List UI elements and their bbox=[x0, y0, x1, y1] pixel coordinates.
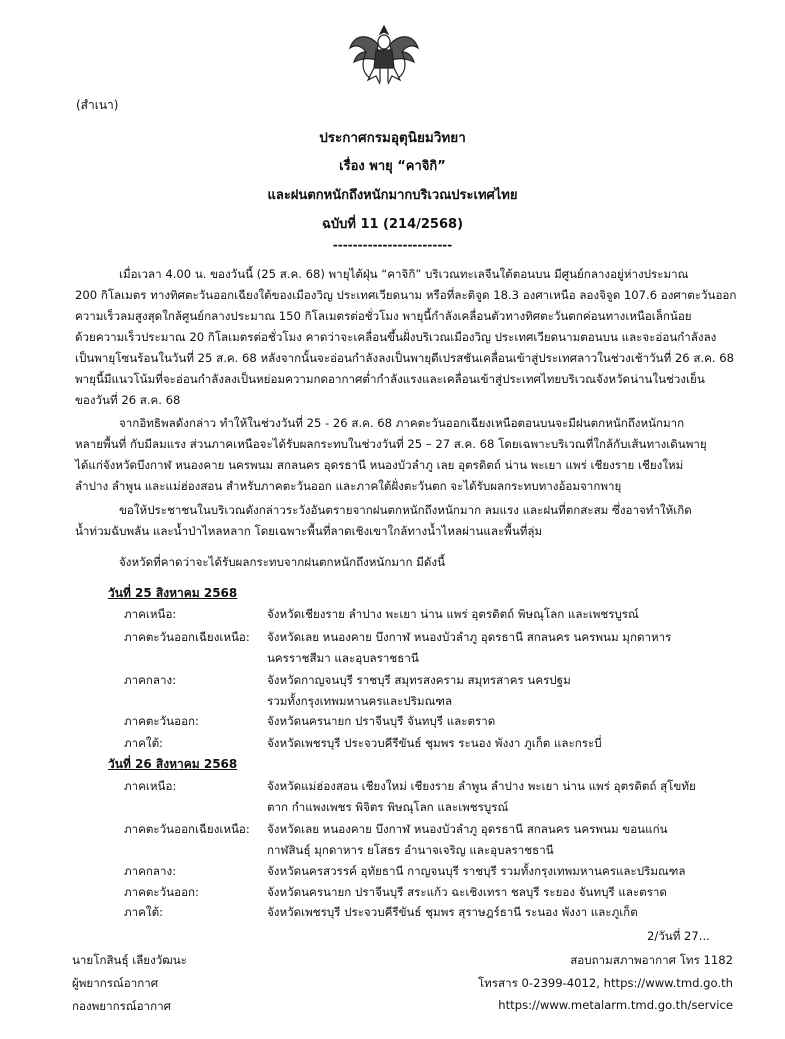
announcement-issue: ฉบับที่ 11 (214/2568) bbox=[321, 217, 464, 232]
signatory-name: นายโกสินธุ์ เลียงวัฒนะ bbox=[72, 953, 187, 967]
region-label: ภาคใต้: bbox=[124, 905, 164, 919]
paragraph-warning bbox=[75, 500, 737, 542]
signatory-division: กองพยากรณ์อากาศ bbox=[72, 999, 171, 1013]
region-provinces: จังหวัดเพชรบุรี ประจวบคีรีขันธ์ ชุมพร สุราษฎร์ธานี ระนอง พังงา และภูเก็ต bbox=[267, 905, 638, 919]
region-label: ภาคตะวันออก: bbox=[124, 714, 199, 728]
region-provinces: จังหวัดเลย หนองคาย บึงกาฬ หนองบัวลำภู อุดรธานี สกลนคร นครพนม ขอนแก่น bbox=[267, 822, 668, 836]
paragraph-line: ขอให้ประชาชนในบริเวณดังกล่าวระวังอันตรายจากฝนตกหนักถึงหนักมาก ลมแรง และฝนที่ตกสะสม ซึ่งอาจทำให้เกิด bbox=[119, 503, 692, 517]
paragraph-impact bbox=[75, 413, 737, 497]
region-label: ภาคเหนือ: bbox=[124, 607, 177, 621]
paragraph-line: เป็นพายุโซนร้อนในวันที่ 25 ส.ค. 68 หลังจากนั้นจะอ่อนกำลังลงเป็นพายุดีเปรสชันเคลื่อนเข้าสู่ประเทศลาวในช่วงเช้าวันที่ 26 ส.ค. 68 bbox=[75, 351, 734, 365]
region-provinces: จังหวัดนครนายก ปราจีนบุรี สระแก้ว ฉะเชิงเทรา ชลบุรี ระยอง จันทบุรี และตราด bbox=[267, 885, 667, 899]
region-provinces: จังหวัดแม่ฮ่องสอน เชียงใหม่ เชียงราย ลำพูน ลำปาง พะเยา น่าน แพร่ อุตรดิตถ์ สุโขทัย bbox=[267, 779, 696, 793]
paragraph-line: ลำปาง ลำพูน และแม่ฮ่องสอน สำหรับภาคตะวันออก และภาคใต้ฝั่งตะวันตก จะได้รับผลกระทบทางอ้อมจากพายุ bbox=[75, 479, 622, 493]
region-label: ภาคใต้: bbox=[124, 736, 164, 750]
region-provinces: รวมทั้งกรุงเทพมหานครและปริมณฑล bbox=[267, 693, 453, 708]
announcement-subject-line2: และฝนตกหนักถึงหนักมากบริเวณประเทศไทย bbox=[267, 188, 518, 203]
region-provinces: ตาก กำแพงเพชร พิจิตร พิษณุโลก และเพชรบูรณ์ bbox=[267, 799, 509, 814]
paragraph-line: น้ำท่วมฉับพลัน และน้ำป่าไหลหลาก โดยเฉพาะพื้นที่ลาดเชิงเขาใกล้ทางน้ำไหลผ่านและพื้นที่ลุ่ม bbox=[75, 524, 543, 538]
region-provinces: กาฬสินธุ์ มุกดาหาร ยโสธร อำนาจเจริญ และอุบลราชธานี bbox=[267, 842, 554, 857]
contact-inquiry: สอบถามสภาพอากาศ โทร 1182 bbox=[570, 953, 733, 967]
page-continuation: 2/วันที่ 27... bbox=[647, 929, 710, 943]
announcement-title: ประกาศกรมอุตุนิยมวิทยา bbox=[319, 130, 466, 146]
paragraph-line: เมื่อเวลา 4.00 น. ของวันนี้ (25 ส.ค. 68) พายุไต้ฝุ่น “คาจิกิ” บริเวณทะเลจีนใต้ตอนบน มีศูนย์กลางอยู่ห่างประมาณ bbox=[119, 267, 689, 281]
paragraph-line: พายุนี้มีแนวโน้มที่จะอ่อนกำลังลงเป็นหย่อมความกดอากาศต่ำกำลังแรงและเคลื่อนเข้าสู่ประเทศไทยบริเวณจังหวัดน่านในช่วงเย็น bbox=[75, 372, 705, 386]
service-link[interactable]: https://www.metalarm.tmd.go.th/service bbox=[498, 998, 733, 1012]
region-label: ภาคตะวันออก: bbox=[124, 885, 199, 899]
region-provinces: จังหวัดเลย หนองคาย บึงกาฬ หนองบัวลำภู อุดรธานี สกลนคร นครพนม มุกดาหาร bbox=[267, 630, 672, 644]
garuda-emblem bbox=[346, 22, 422, 88]
signatory-position: ผู้พยากรณ์อากาศ bbox=[72, 976, 159, 990]
paragraph-storm-status bbox=[75, 264, 737, 411]
separator-line: ------------------------ bbox=[332, 238, 453, 252]
contact-fax-website: โทรสาร 0-2399-4012, https://www.tmd.go.th bbox=[477, 976, 733, 990]
region-label: ภาคตะวันออกเฉียงเหนือ: bbox=[124, 822, 250, 836]
paragraph-line: หลายพื้นที่ กับมีลมแรง ส่วนภาคเหนือจะได้รับผลกระทบในช่วงวันที่ 25 – 27 ส.ค. 68 โดยเฉพาะบริเวณที่ใกล้กับเส้นทางเดินพายุ bbox=[75, 437, 707, 451]
paragraph-line: ด้วยความเร็วประมาณ 20 กิโลเมตรต่อชั่วโมง คาดว่าจะเคลื่อนขึ้นฝั่งบริเวณเมืองวิญ ประเทศเวียดนามตอนบน และจะอ่อนกำลังลง bbox=[75, 330, 717, 344]
region-provinces: จังหวัดเพชรบุรี ประจวบคีรีขันธ์ ชุมพร ระนอง พังงา ภูเก็ต และกระบี่ bbox=[267, 736, 602, 750]
region-provinces: นครราชสีมา และอุบลราชธานี bbox=[267, 650, 419, 665]
region-provinces: จังหวัดนครสวรรค์ อุทัยธานี กาญจนบุรี ราชบุรี รวมทั้งกรุงเทพมหานครและปริมณฑล bbox=[267, 864, 686, 878]
paragraph-line: ของวันที่ 26 ส.ค. 68 bbox=[75, 393, 181, 407]
paragraph-line: 200 กิโลเมตร ทางทิศตะวันออกเฉียงใต้ของเมืองวิญ ประเทศเวียดนาม หรือที่ละติจูด 18.3 องศาเหนือ ลองจิจูด 107.6 องศาตะวันออก bbox=[75, 288, 737, 302]
region-provinces: จังหวัดกาญจนบุรี ราชบุรี สมุทรสงคราม สมุทรสาคร นครปฐม bbox=[267, 673, 571, 687]
region-provinces: จังหวัดเชียงราย ลำปาง พะเยา น่าน แพร่ อุตรดิตถ์ พิษณุโลก และเพชรบูรณ์ bbox=[267, 607, 639, 621]
region-label: ภาคเหนือ: bbox=[124, 779, 177, 793]
paragraph-line: ได้แก่จังหวัดบึงกาฬ หนองคาย นครพนม สกลนคร อุดรธานี หนองบัวลำภู เลย อุตรดิตถ์ น่าน พะเยา แพร่ เชียงราย เชียงใหม่ bbox=[75, 458, 684, 472]
paragraph-line: ความเร็วลมสูงสุดใกล้ศูนย์กลางประมาณ 150 กิโลเมตรต่อชั่วโมง พายุนี้กำลังเคลื่อนตัวทางทิศตะวันตกค่อนทางเหนือเล็กน้อย bbox=[75, 309, 692, 323]
date-heading: วันที่ 26 สิงหาคม 2568 bbox=[108, 757, 238, 771]
announcement-subject: เรื่อง พายุ “คาจิกิ” bbox=[339, 159, 446, 174]
province-list-intro: จังหวัดที่คาดว่าจะได้รับผลกระทบจากฝนตกหนักถึงหนักมาก มีดังนี้ bbox=[119, 555, 445, 569]
region-label: ภาคตะวันออกเฉียงเหนือ: bbox=[124, 630, 250, 644]
region-provinces: จังหวัดนครนายก ปราจีนบุรี จันทบุรี และตราด bbox=[267, 714, 496, 728]
copy-mark: (สำเนา) bbox=[76, 98, 119, 112]
paragraph-line: จากอิทธิพลดังกล่าว ทำให้ในช่วงวันที่ 25 - 26 ส.ค. 68 ภาคตะวันออกเฉียงเหนือตอนบนจะมีฝนตกหนักถึงหนักมาก bbox=[119, 416, 685, 430]
date-heading: วันที่ 25 สิงหาคม 2568 bbox=[108, 586, 238, 600]
region-label: ภาคกลาง: bbox=[124, 673, 177, 687]
region-label: ภาคกลาง: bbox=[124, 864, 177, 878]
